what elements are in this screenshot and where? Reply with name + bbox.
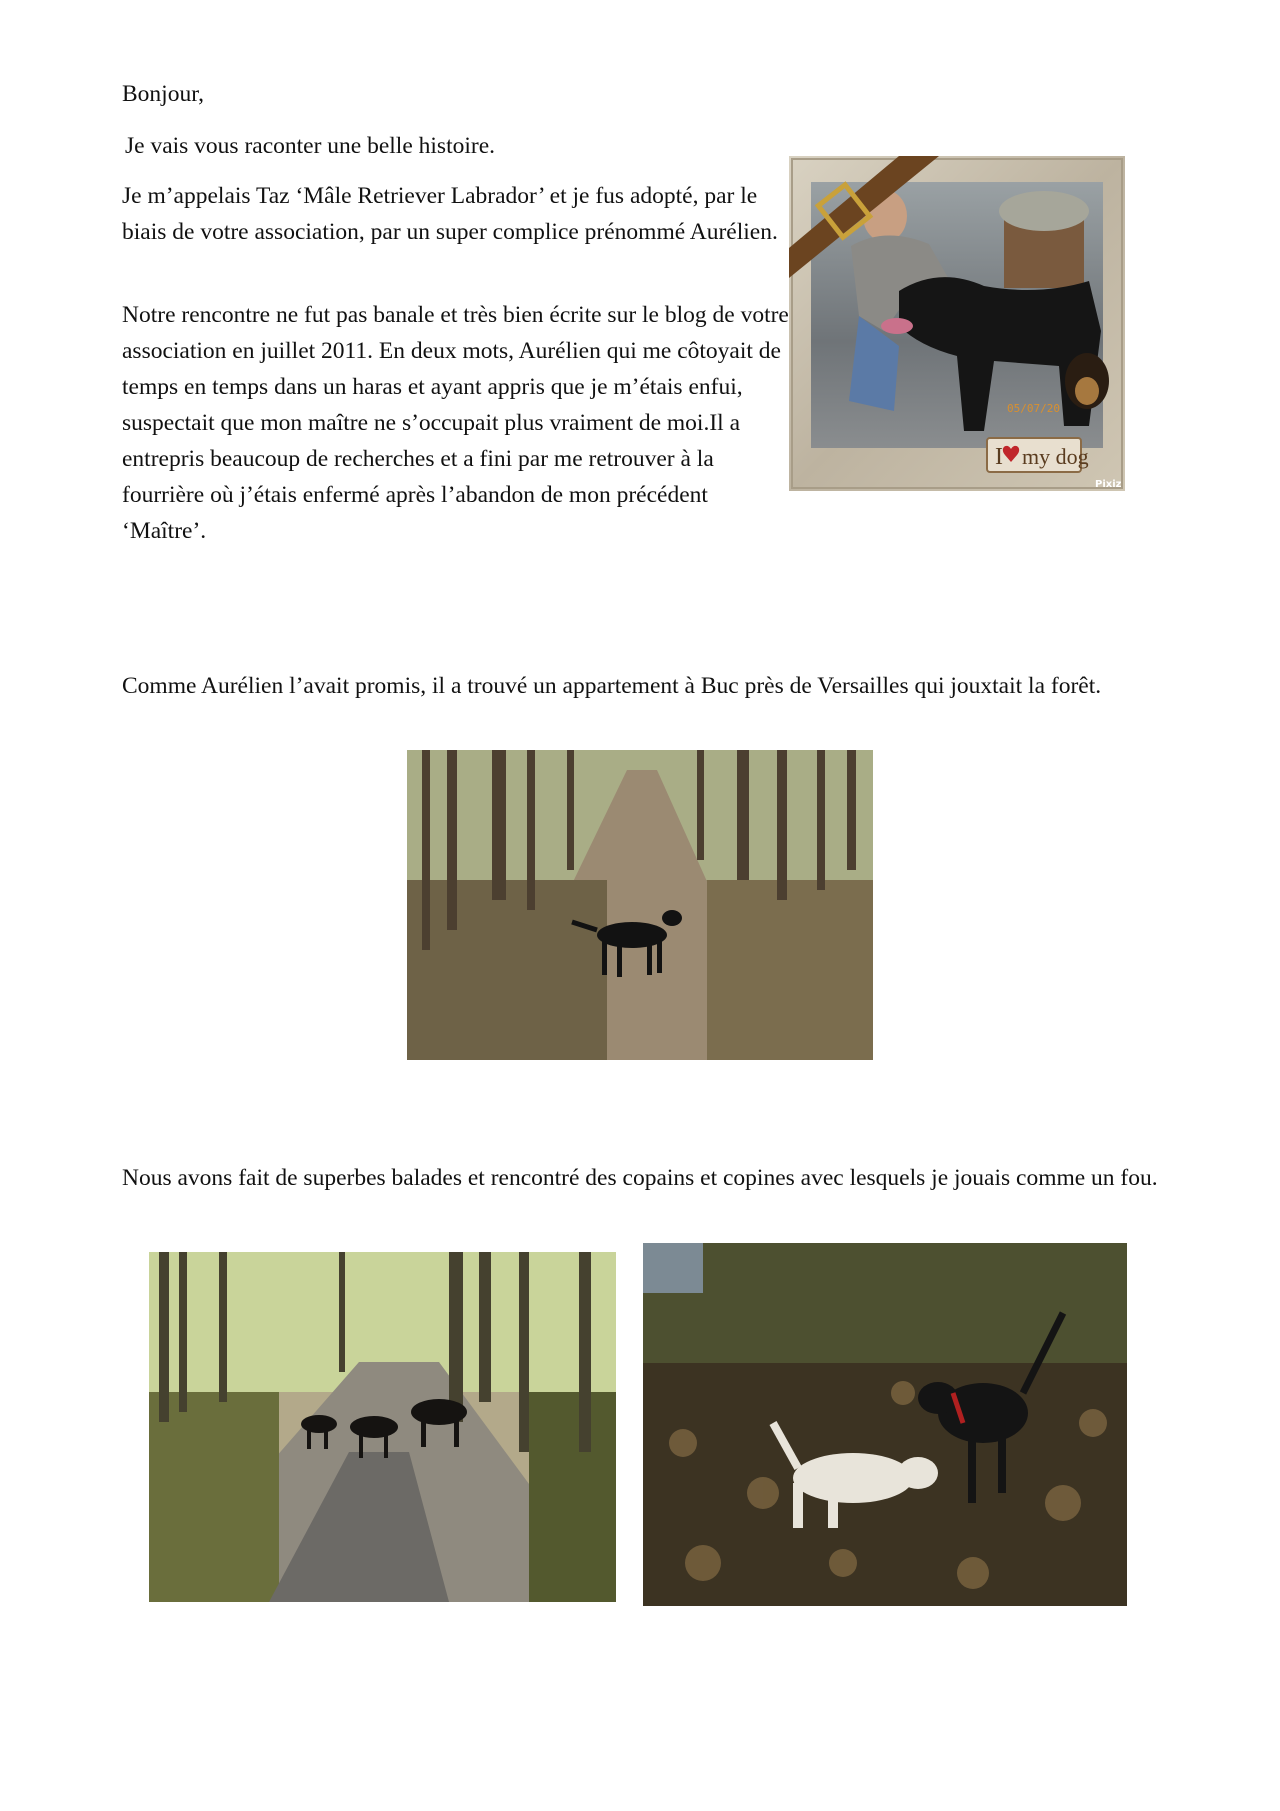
- intro-paragraph: Je vais vous raconter une belle histoire.: [125, 133, 496, 159]
- apartment-paragraph: Comme Aurélien l’avait promis, il a trouvé un appartement à Buc près de Versailles qui jouxtait la forêt.: [122, 673, 1102, 699]
- badge-text: my dog: [1022, 444, 1089, 469]
- badge-i-text: I: [995, 444, 1003, 470]
- walks-paragraph: Nous avons fait de superbes balades et rencontré des copains et copines avec lesquels je jouais comme un fou.: [122, 1165, 1158, 1191]
- dogs-playing-leaves-photo: [643, 1243, 1127, 1606]
- adoption-paragraph: Je m’appelais Taz ‘Mâle Retriever Labrador’ et je fus adopté, par le biais de votre association, par un super complice prénommé Aurélien.: [122, 183, 778, 245]
- meeting-paragraph: Notre rencontre ne fut pas banale et très bien écrite sur le blog de votre association en juillet 2011. En deux mots, Aurélien qui me côtoyait de temps en temps dans un haras et ayant appris que je m’étais enfui, suspectait que mon maître ne s’occupait plus vraiment de moi.Il a entrepris beaucoup de recherches et a fini par me retrouver à la fourrière où j’étais enfermé après l’abandon de mon précédent ‘Maître’.: [122, 302, 789, 544]
- greeting-paragraph: Bonjour,: [122, 81, 204, 107]
- man-with-dog-framed-photo: [789, 156, 1125, 491]
- pixiz-watermark: Pixiz: [1095, 479, 1122, 490]
- three-dogs-path-photo: [149, 1252, 616, 1602]
- forest-path-dog-photo: [407, 750, 873, 1060]
- date-stamp: 05/07/20: [1007, 402, 1060, 415]
